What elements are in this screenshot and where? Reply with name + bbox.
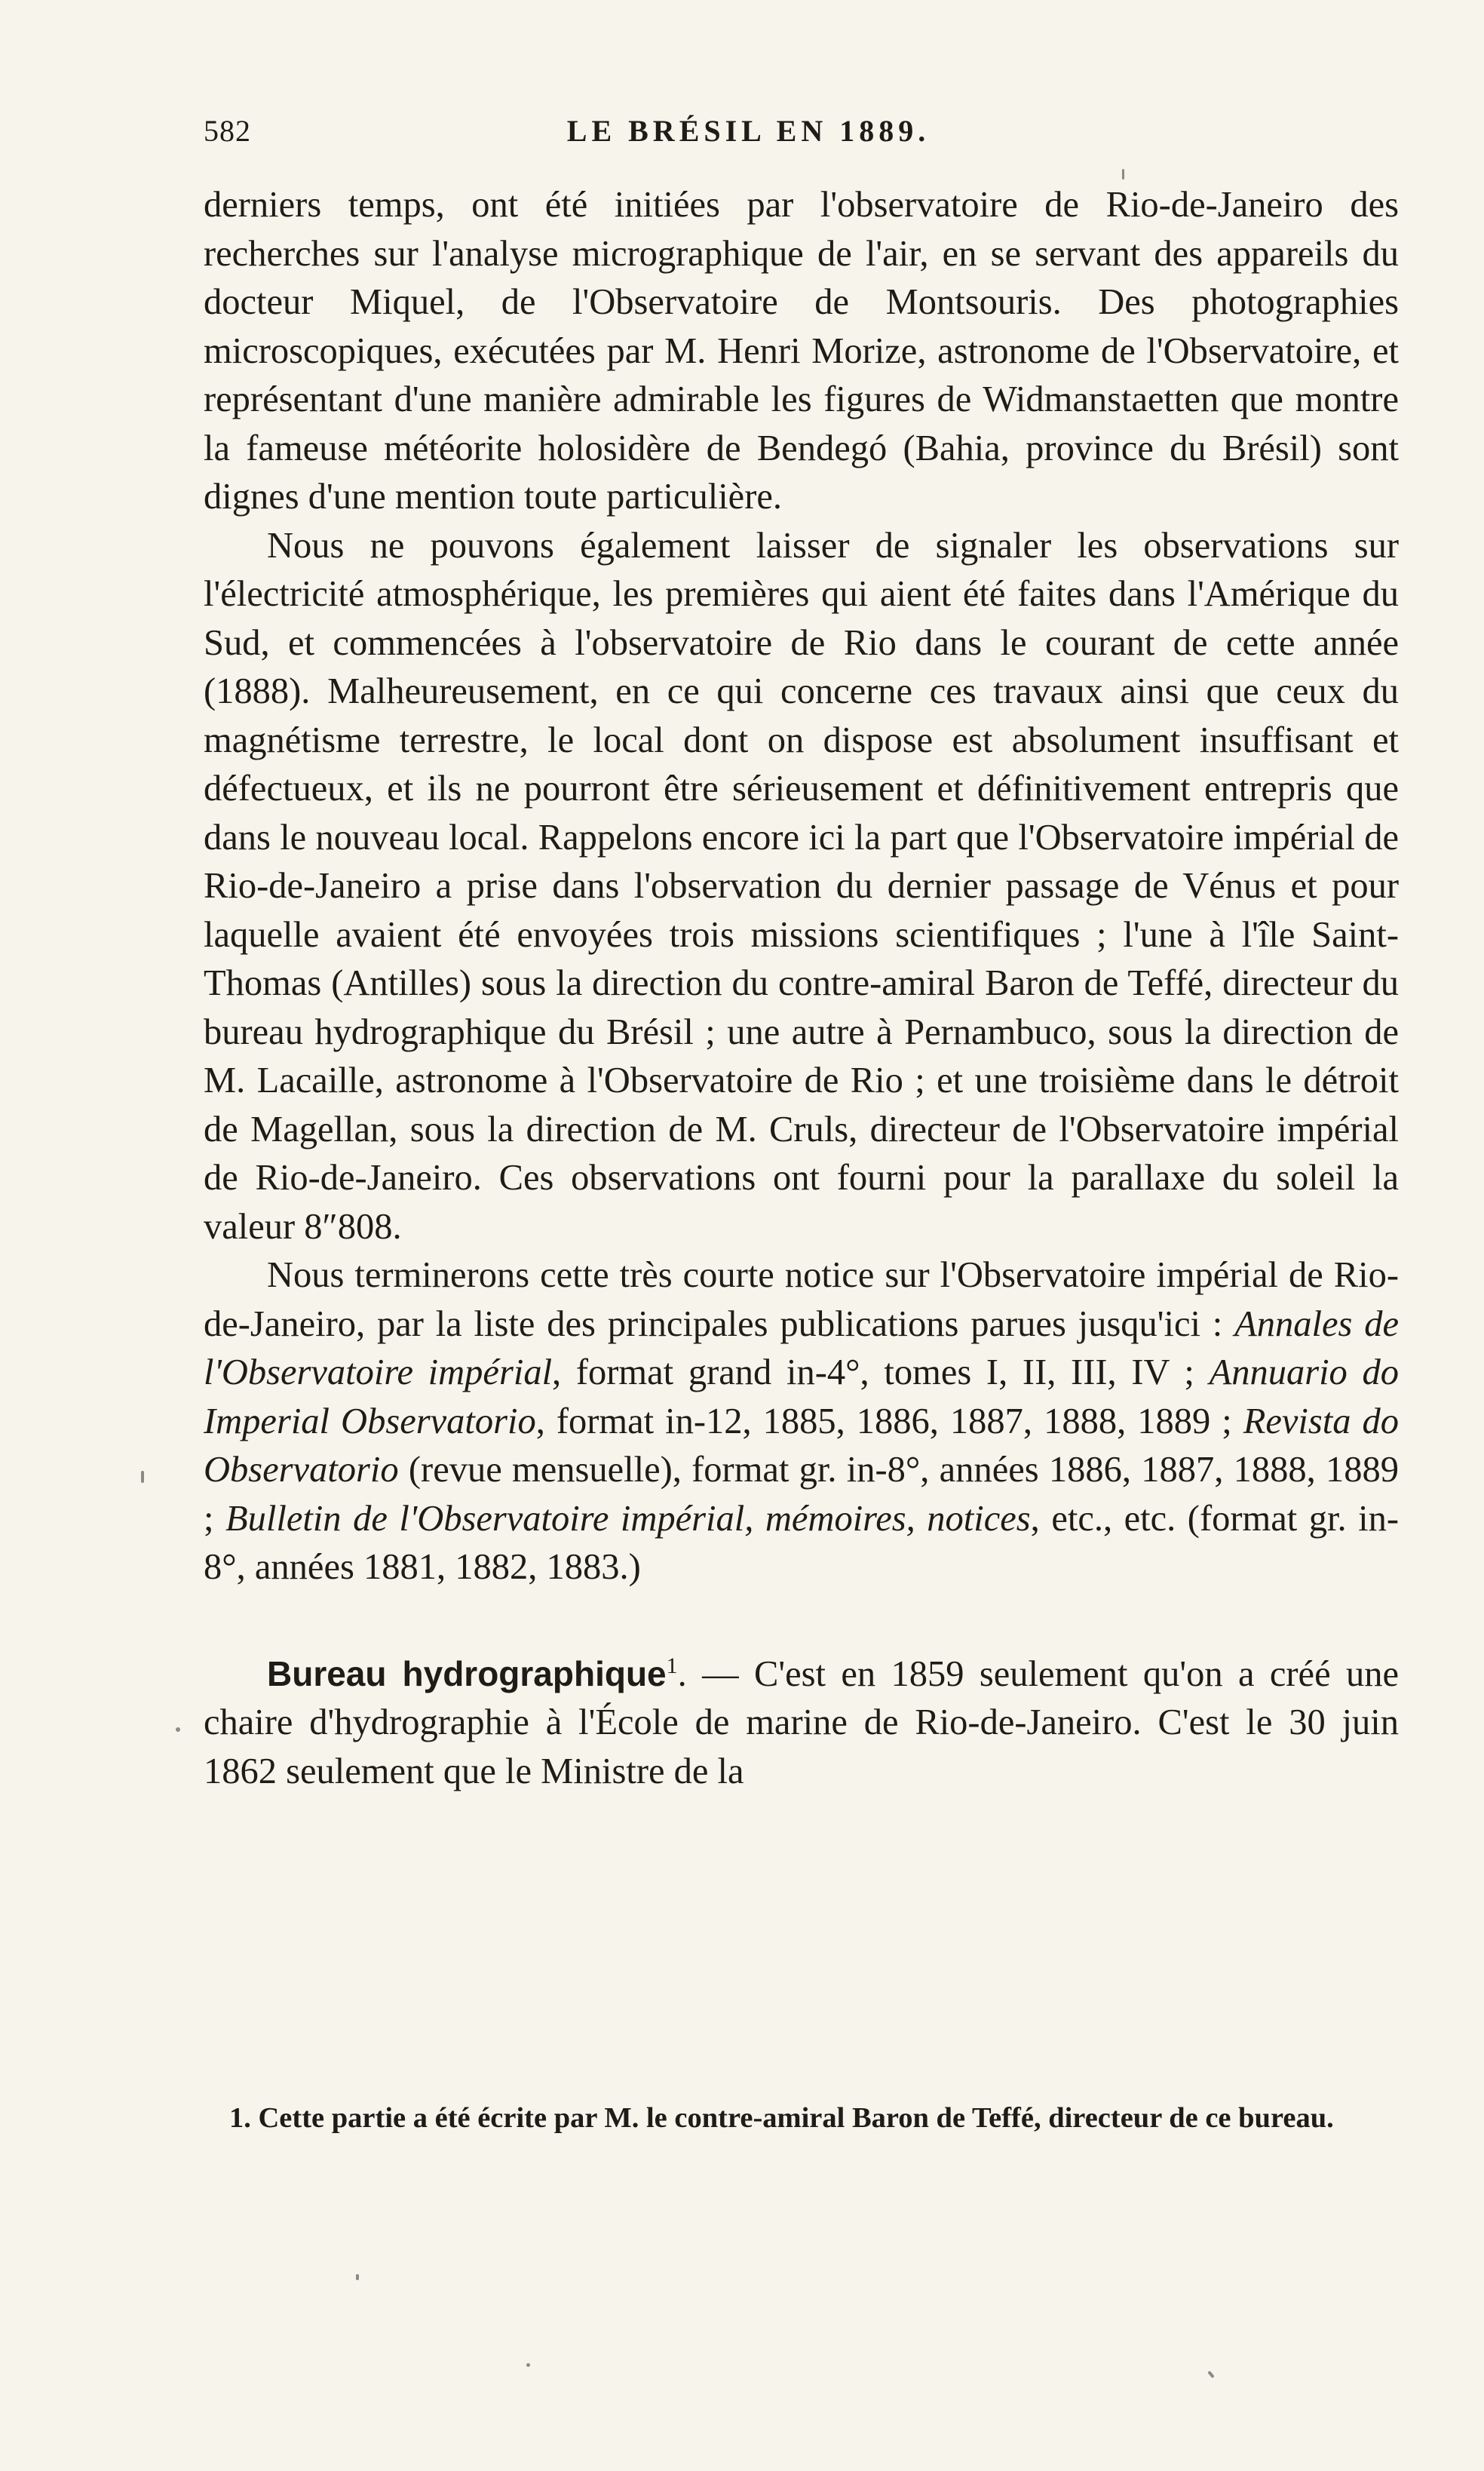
paragraph-micrographic-analysis [204, 181, 1399, 522]
publication-title-annales: Annales de l'Observatoire impérial [204, 1303, 1399, 1392]
paragraph-bureau-hydrographique [204, 1650, 1399, 1797]
footnote: 1. Cette partie a été écrite par M. le contre-amiral Baron de Teffé, directeur de ce bureau. [229, 2102, 1334, 2134]
paper-speck [526, 2363, 530, 2367]
paragraph-text: Nous terminerons cette très courte notice sur l'Observatoire impérial de Rio-de-Janeiro, par la liste des principales publications parues jusqu'ici : [204, 1255, 1399, 1344]
paragraph-text: , etc., etc. (format gr. in-8°, années 1881, 1882, 1883.) [204, 1498, 1399, 1587]
paragraph-text: (revue mensuelle), format gr. in-8°, années 1886, 1887, 1888, 1889 ; [204, 1450, 1399, 1539]
paragraph-text: . — C'est en 1859 seulement qu'on a créé une chaire d'hydrographie à l'École de marine de Rio-de-Janeiro. C'est le 30 juin 1862 seulement que le Ministre de la [204, 1653, 1399, 1791]
paper-speck [1122, 169, 1124, 180]
paragraph-text: , format grand in-4°, tomes I, II, III, IV ; [552, 1352, 1210, 1392]
paper-speck [176, 1727, 180, 1732]
paragraph-text: derniers temps, ont été initiées par l'observatoire de Rio-de-Janeiro des recherches sur l'analyse micrographique de l'air, en se servant des appareils du docteur Miquel, de l'Observatoire de Montsouris. Des photographies microscopiques, exécutées par M. Henri Morize, astronome de l'Observatoire, et représentant d'une manière admirable les figures de Widmanstaetten que montre la fameuse météorite holosidère de Bendegó (Bahia, province du Brésil) sont dignes d'une mention toute particulière. [204, 185, 1399, 517]
paragraph-publications [204, 1251, 1399, 1592]
publication-title-revista: Revista do Observatorio [204, 1401, 1399, 1490]
paper-speck [141, 1471, 144, 1483]
footnote-marker: 1 [666, 1653, 678, 1678]
publication-title-annuario: Annuario do Imperial Observatorio [204, 1352, 1399, 1441]
running-head [204, 113, 1399, 158]
page-number: 582 [204, 114, 251, 148]
section-heading: Bureau hydrographique [267, 1653, 667, 1693]
paper-speck [356, 2274, 359, 2280]
publication-title-bulletin: Bulletin de l'Observatoire impérial, mémoires, notices [225, 1498, 1031, 1539]
paragraph-text: Nous ne pouvons également laisser de signaler les observations sur l'électricité atmosphérique, les premières qui aient été faites dans l'Amérique du Sud, et commencées à l'observatoire de Rio dans le courant de cette année (1888). Malheureusement, en ce qui concerne ces travaux ainsi que ceux du magnétisme terrestre, le local dont on dispose est absolument insuffisant et défectueux, et ils ne pourront être sérieusement et définitivement entrepris que dans le nouveau local. Rappelons encore ici la part que l'Observatoire impérial de Rio-de-Janeiro a prise dans l'observation du dernier passage de Vénus et pour laquelle avaient été envoyées trois missions scientifiques ; l'une à l'île Saint-Thomas (Antilles) sous la direction du contre-amiral Baron de Teffé, directeur du bureau hydrographique du Brésil ; une autre à Pernambuco, sous la direction de M. Lacaille, astronome à l'Observatoire de Rio ; et une troisième dans le détroit de Magellan, sous la direction de M. Cruls, directeur de l'Observatoire impérial de Rio-de-Janeiro. Ces observations ont fourni pour la parallaxe du soleil la valeur 8″808. [204, 525, 1399, 1247]
paragraph-text: , format in-12, 1885, 1886, 1887, 1888, 1889 ; [535, 1401, 1243, 1441]
paragraph-atmospheric-electricity [204, 522, 1399, 1252]
body-text [204, 181, 1399, 1796]
paper-speck [1207, 2371, 1214, 2378]
running-title: LE BRÉSIL EN 1889. [566, 114, 931, 148]
